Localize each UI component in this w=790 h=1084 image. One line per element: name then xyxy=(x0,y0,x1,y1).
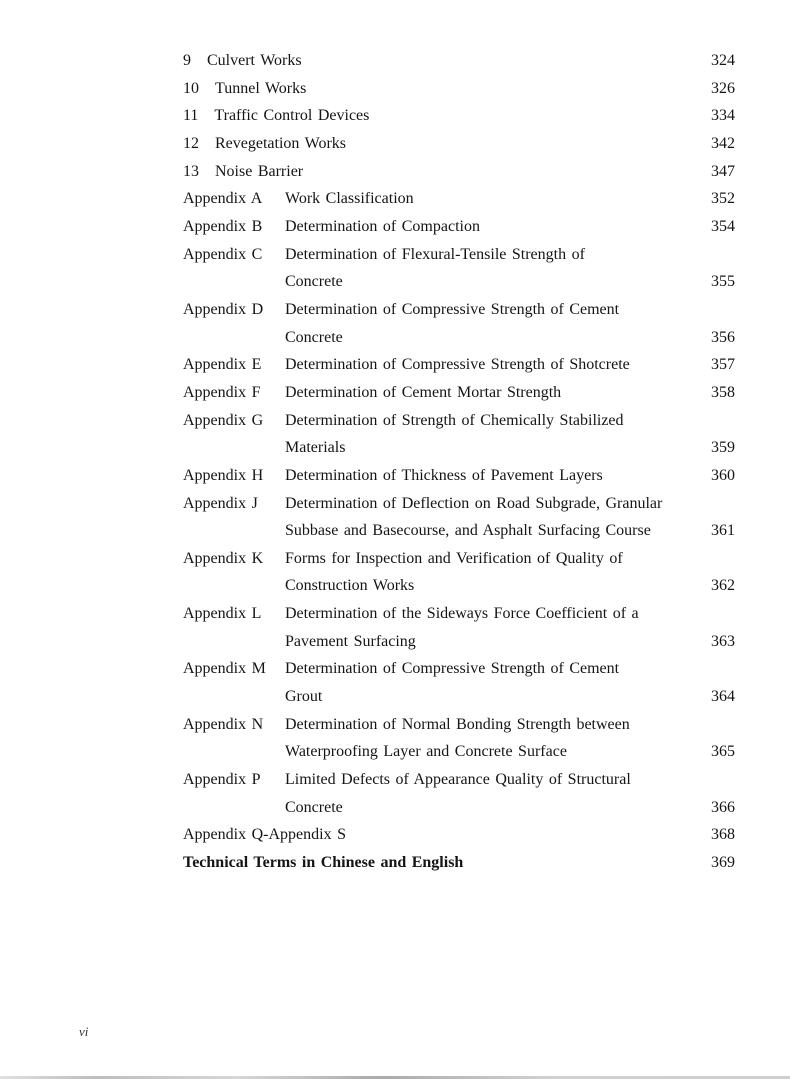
entry-page-number: 360 xyxy=(711,466,735,484)
toc-entry xyxy=(183,655,735,710)
entry-title: Determination of Normal Bonding Strength between xyxy=(285,715,630,733)
toc-entry xyxy=(183,185,735,213)
entry-page-number: 368 xyxy=(711,826,735,844)
entry-title: Work Classification xyxy=(285,190,414,208)
entry-title: Determination of the Sideways Force Coefficient of a xyxy=(285,605,639,623)
entry-title: Determination of Compressive Strength of Cement xyxy=(285,300,620,318)
entry-page-number: 356 xyxy=(711,328,735,346)
entry-label: Appendix C xyxy=(183,245,263,263)
toc-entry xyxy=(183,75,735,103)
toc-entry xyxy=(183,849,735,877)
toc-entry xyxy=(183,711,735,766)
entry-page-number: 366 xyxy=(711,798,735,816)
toc-entry xyxy=(183,351,735,379)
toc-entry xyxy=(183,47,735,75)
entry-label: Appendix F xyxy=(183,383,261,401)
entry-title: Limited Defects of Appearance Quality of Structural xyxy=(285,771,631,789)
entry-title: Concrete xyxy=(285,798,343,816)
entry-page-number: 369 xyxy=(711,854,735,872)
entry-title: Determination of Compressive Strength of Cement xyxy=(285,660,620,678)
entry-page-number: 355 xyxy=(711,273,735,291)
entry-title: Culvert Works xyxy=(207,52,302,69)
entry-label: 10 xyxy=(183,79,199,97)
toc-entry xyxy=(183,462,735,490)
entry-label: Appendix J xyxy=(183,494,258,512)
toc-entry xyxy=(183,158,735,186)
entry-page-number: 363 xyxy=(711,632,735,650)
entry-label: Appendix P xyxy=(183,771,261,789)
entry-title: Determination of Strength of Chemically Stabilized xyxy=(285,411,624,429)
page-number-footer: vi xyxy=(79,1024,89,1039)
entry-page-number: 364 xyxy=(711,688,735,706)
entry-label: Appendix M xyxy=(183,660,266,678)
entry-label: Appendix K xyxy=(183,549,264,567)
entry-label: 11 xyxy=(183,107,199,125)
entry-page-number: 354 xyxy=(711,217,735,235)
entry-title: Determination of Thickness of Pavement Layers xyxy=(285,466,603,484)
entry-page-number: 365 xyxy=(711,743,735,761)
entry-label: Appendix B xyxy=(183,217,263,235)
entry-title: Concrete xyxy=(285,273,343,291)
entry-title: Pavement Surfacing xyxy=(285,632,416,650)
toc-entry xyxy=(183,241,735,296)
toc-entry xyxy=(183,296,735,351)
entry-title: Determination of Flexural-Tensile Strength of xyxy=(285,245,585,263)
toc-entry xyxy=(183,490,735,545)
entry-label: Appendix G xyxy=(183,411,264,429)
entry-page-number: 352 xyxy=(711,190,735,208)
entry-label: Appendix L xyxy=(183,605,262,623)
entry-title: Technical Terms in Chinese and English xyxy=(183,854,464,872)
entry-title: Determination of Compaction xyxy=(285,217,480,235)
entry-label: Appendix H xyxy=(183,466,264,484)
entry-page-number: 347 xyxy=(711,162,735,180)
entry-title: Revegetation Works xyxy=(215,134,346,152)
entry-label: Appendix D xyxy=(183,300,264,318)
entry-title: Determination of Cement Mortar Strength xyxy=(285,383,562,401)
entry-title: Grout xyxy=(285,688,323,706)
entry-title: Subbase and Basecourse, and Asphalt Surfacing Course xyxy=(285,522,651,540)
toc-entry xyxy=(183,379,735,407)
entry-page-number: 357 xyxy=(711,356,735,374)
entry-title: Noise Barrier xyxy=(215,162,304,180)
entry-title: Concrete xyxy=(285,328,343,346)
entry-page-number: 362 xyxy=(711,577,735,595)
entry-title: Appendix Q-Appendix S xyxy=(183,826,346,844)
entry-page-number: 359 xyxy=(711,439,735,457)
scan-edge-artifact xyxy=(0,1076,790,1079)
entry-title: Determination of Compressive Strength of Shotcrete xyxy=(285,356,630,374)
entry-page-number: 324 xyxy=(711,52,735,69)
toc-list xyxy=(183,47,735,877)
toc-entry xyxy=(183,130,735,158)
entry-title: Traffic Control Devices xyxy=(214,107,370,125)
entry-label: 13 xyxy=(183,162,199,180)
toc-entry xyxy=(183,102,735,130)
toc-entry xyxy=(183,766,735,821)
toc-entry xyxy=(183,821,735,849)
entry-page-number: 361 xyxy=(711,522,735,540)
entry-label: 12 xyxy=(183,134,199,152)
entry-page-number: 358 xyxy=(711,383,735,401)
entry-title: Waterproofing Layer and Concrete Surface xyxy=(285,743,567,761)
entry-page-number: 342 xyxy=(711,134,735,152)
entry-title: Tunnel Works xyxy=(215,79,307,97)
toc-entry xyxy=(183,600,735,655)
entry-title: Materials xyxy=(285,439,346,457)
entry-page-number: 334 xyxy=(711,107,735,125)
entry-label: Appendix E xyxy=(183,356,262,374)
entry-label: Appendix N xyxy=(183,715,264,733)
entry-title: Determination of Deflection on Road Subgrade, Granular xyxy=(285,494,663,512)
entry-label: Appendix A xyxy=(183,190,263,208)
entry-page-number: 326 xyxy=(711,79,735,97)
toc-entry xyxy=(183,213,735,241)
toc-entry xyxy=(183,545,735,600)
toc-entry xyxy=(183,407,735,462)
entry-label: 9 xyxy=(183,52,191,69)
entry-title: Forms for Inspection and Verification of Quality of xyxy=(285,549,623,567)
entry-title: Construction Works xyxy=(285,577,415,595)
